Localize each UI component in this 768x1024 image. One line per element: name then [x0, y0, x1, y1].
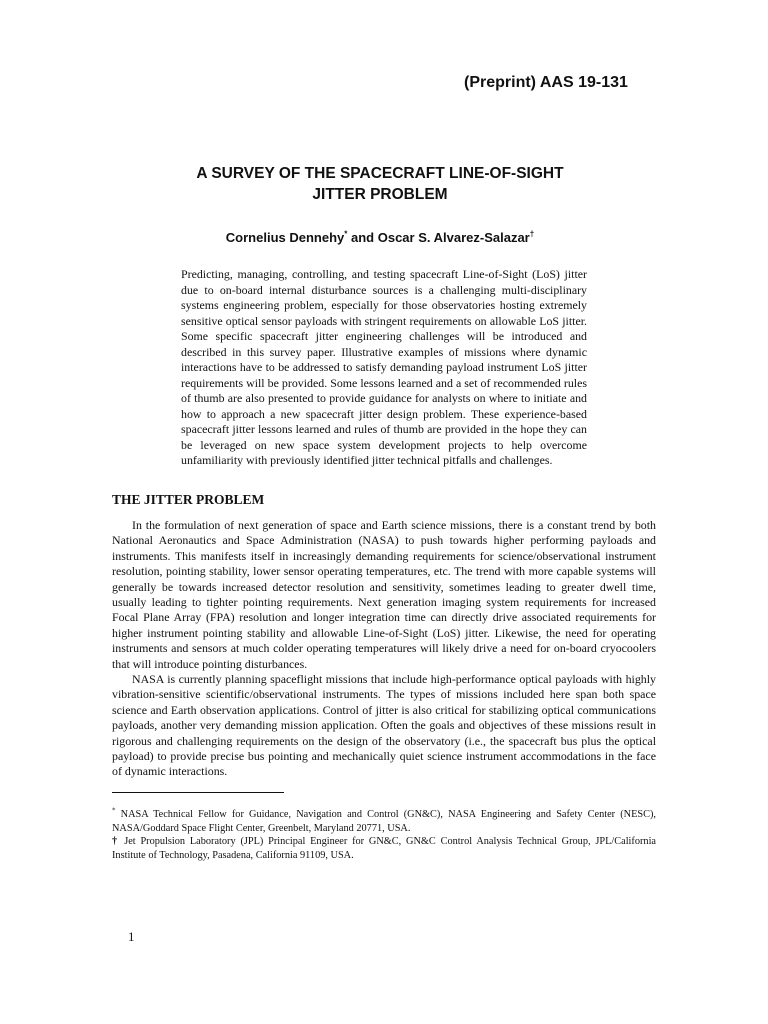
footnote-1-mark: *	[112, 806, 116, 815]
author-1-footnote-mark: *	[344, 229, 348, 239]
section-heading: THE JITTER PROBLEM	[112, 492, 265, 507]
author-2-name: Oscar S. Alvarez-Salazar	[377, 230, 530, 245]
footnote-2-mark: †	[112, 836, 120, 847]
author-list	[150, 230, 610, 245]
body-paragraph-1: In the formulation of next generation of space and Earth science missions, there is a constant trend by both National Aeronautics and Space Administration (NASA) to push towards higher performing payloads and instruments. This manifests itself in increasingly demanding requirements for science/observational instrument resolution, pointing stability, lower sensor operating temperatures, etc. The trend with more capable systems will generally be towards increased detector resolution and sensitivity, sometimes leading to greater dwell time, usually leading to tighter pointing requirements. Next generation imaging system requirements for increased Focal Plane Array (FPA) resolution and longer integration time can directly drive associated requirements for higher instrument pointing stability and allowable Line-of-Sight (LoS) jitter. Likewise, the need for operating instruments and sensors at much colder operating temperatures will likely drive a need for on-board cryocoolers that will introduce pointing disturbances.	[112, 518, 656, 671]
paper-title-line-1: A SURVEY OF THE SPACECRAFT LINE-OF-SIGHT	[196, 165, 564, 182]
author-connector: and	[347, 230, 378, 245]
author-1-name: Cornelius Dennehy	[225, 230, 345, 245]
paper-title-line-2: JITTER PROBLEM	[312, 186, 448, 203]
abstract: Predicting, managing, controlling, and testing spacecraft Line-of-Sight (LoS) jitter due to on-board internal disturbance sources is a challenging multi-disciplinary systems engineering problem, especially for those observatories hosting extremely sensitive optical sensor payloads with stringent requirements on allowable LoS jitter. Some specific spacecraft jitter engineering challenges will be introduced and described in this survey paper. Illustrative examples of missions where dynamic interactions have to be addressed to satisfy demanding payload instrument LoS jitter requirements will be provided. Some lessons learned and a set of recommended rules of thumb are also presented to provide guidance for analysts on where to initiate and how to approach a new spacecraft jitter design problem. These experience-based spacecraft jitter lessons learned and rules of thumb are provided in the hope they can be leveraged on new space system development projects to help overcome unfamiliarity with previously identified jitter technical pitfalls and challenges.	[181, 267, 587, 467]
author-2-footnote-mark: †	[529, 229, 535, 239]
page-number: 1	[128, 929, 135, 944]
footnote-2-text: Jet Propulsion Laboratory (JPL) Principal Engineer for GN&C, GN&C Control Analysis Technical Group, JPL/California Institute of Technology, Pasadena, California 91109, USA.	[112, 836, 656, 861]
body-paragraph-2: NASA is currently planning spaceflight missions that include high-performance optical payloads with highly vibration-sensitive scientific/observational instruments. The types of missions included here span both space science and Earth observation applications. Control of jitter is also critical for stabilizing optical communications payloads, another very demanding mission application. Often the goals and objectives of these missions result in rigorous and challenging requirements on the design of the observatory (i.e., the spacecraft bus plus the optical payload) to provide precise bus pointing and mechanically quiet science instrument accommodations in the face of dynamic interactions.	[112, 672, 656, 779]
preprint-label: (Preprint) AAS 19-131	[464, 74, 628, 91]
footnote-2	[112, 835, 656, 862]
paper-title	[150, 163, 610, 205]
footnote-1-text: NASA Technical Fellow for Guidance, Navigation and Control (GN&C), NASA Engineering and Safety Center (NESC), NASA/Goddard Space Flight Center, Greenbelt, Maryland 20771, USA.	[112, 809, 656, 834]
footnote-divider	[112, 792, 284, 793]
footnote-1	[112, 808, 656, 835]
